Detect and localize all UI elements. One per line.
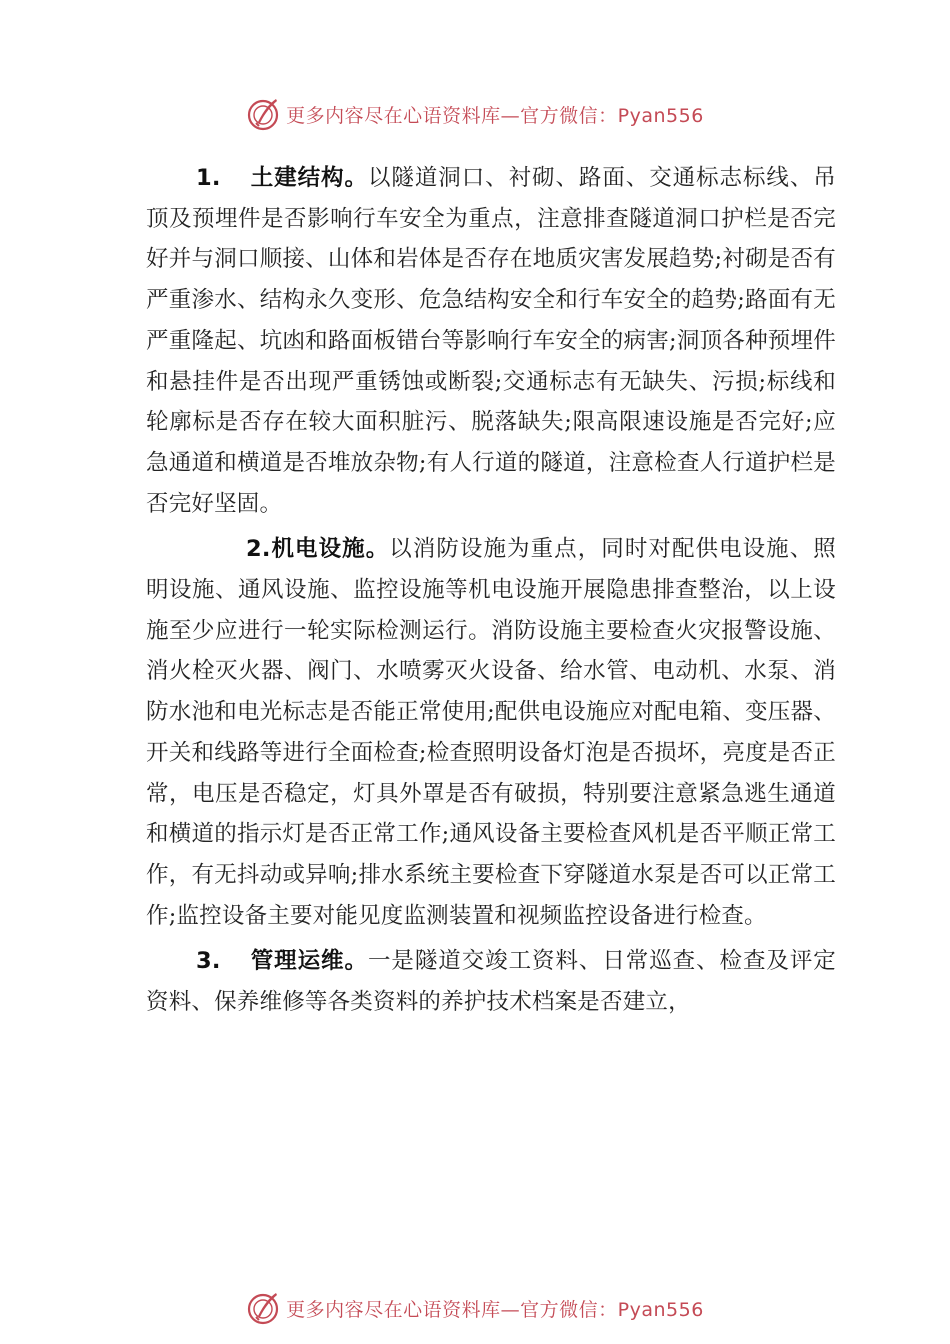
section-3-body: 一是隧道交竣工资料、日常巡查、检查及评定资料、保养维修等各类资料的养护技术档案是否建立， [146,948,836,1016]
section-3-heading: 管理运维。 [250,948,368,975]
watermark-text [286,101,704,128]
watermark-prefix: 更多内容尽在心语资料库—官方微信： [286,104,618,127]
watermark-wechat-id-footer: Pyan556 [617,1298,704,1321]
watermark-wechat-id: Pyan556 [617,104,704,127]
document-body [146,158,836,1028]
watermark-prefix-footer: 更多内容尽在心语资料库—官方微信： [286,1298,618,1321]
quill-seal-icon [246,1290,282,1326]
section-2-number: 2. [246,536,271,563]
watermark-text-footer [286,1295,704,1322]
section-2-heading: 机电设施。 [270,536,390,563]
section-1-number: 1. [196,165,221,191]
section-1-paragraph [146,158,836,524]
watermark-header [0,94,950,134]
section-1-body: 以隧道洞口、衬砌、路面、交通标志标线、吊顶及预埋件是否影响行车安全为重点，注意排查隧道洞口护栏是否完好并与洞口顺接、山体和岩体是否存在地质灾害发展趋势;衬砌是否有严重渗水、结构永久变形、危急结构安全和行车安全的趋势;路面有无严重隆起、坑凼和路面板错台等影响行车安全的病害;洞顶各种预埋件和悬挂件是否出现严重锈蚀或断裂;交通标志有无缺失、污损;标线和轮廓标是否存在较大面积脏污、脱落缺失;限高限速设施是否完好;应急通道和横道是否堆放杂物;有人行道的隧道，注意检查人行道护栏是否完好坚固。 [146,165,836,517]
quill-seal-icon [246,96,282,132]
section-1-heading: 土建结构。 [250,165,368,191]
section-3-paragraph [146,941,836,1022]
watermark-footer [0,1288,950,1328]
section-2-paragraph [146,529,836,936]
section-3-number: 3. [196,948,221,975]
section-2-body: 以消防设施为重点，同时对配供电设施、照明设施、通风设施、监控设施等机电设施开展隐患排查整治，以上设施至少应进行一轮实际检测运行。消防设施主要检查火灾报警设施、消火栓灭火器、阀门、水喷雾灭火设备、给水管、电动机、水泵、消防水池和电光标志是否能正常使用;配供电设施应对配电箱、变压器、开关和线路等进行全面检查;检查照明设备灯泡是否损坏，亮度是否正常，电压是否稳定，灯具外罩是否有破损，特别要注意紧急逃生通道和横道的指示灯是否正常工作;通风设备主要检查风机是否平顺正常工作，有无抖动或异响;排水系统主要检查下穿隧道水泵是否可以正常工作;监控设备主要对能见度监测装置和视频监控设备进行检查。 [146,536,836,929]
